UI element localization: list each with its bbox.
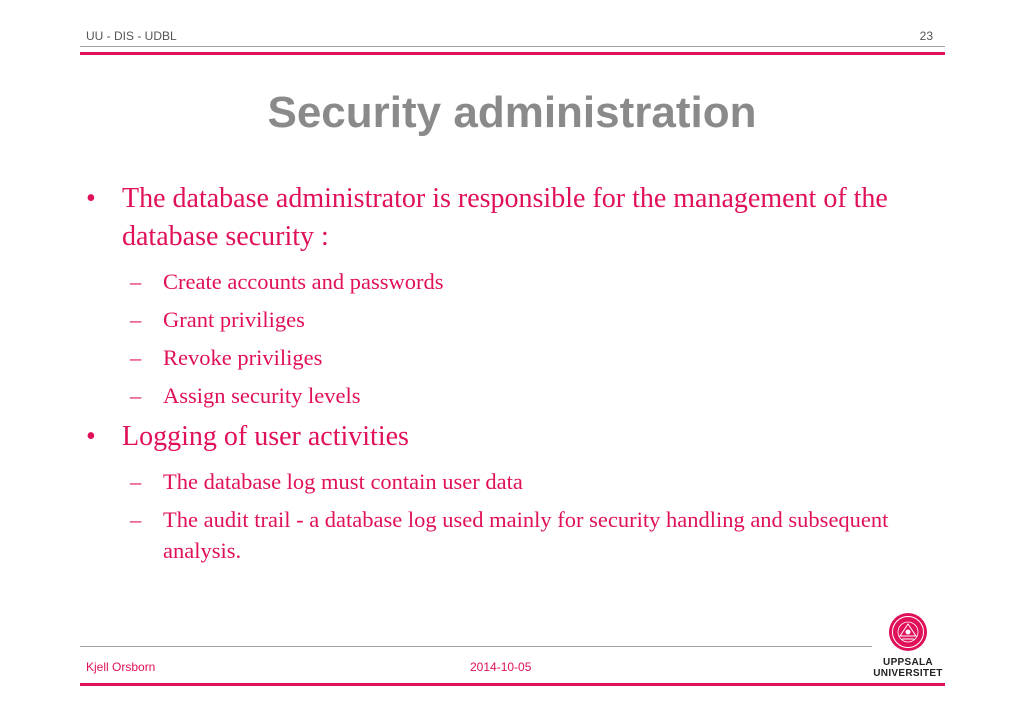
sub-bullet-text: The database log must contain user data [163, 469, 523, 494]
sub-bullet-item [86, 380, 956, 411]
sub-bullet-text: Revoke priviliges [163, 345, 323, 370]
page-number: 23 [919, 29, 933, 43]
sub-bullet-item [86, 504, 956, 566]
bullet-marker: • [86, 183, 96, 214]
slide-title: Security administration [267, 88, 757, 137]
bullet-item [86, 180, 956, 256]
dash-marker: – [130, 507, 142, 532]
sub-bullet-item [86, 266, 956, 297]
dash-marker: – [130, 269, 142, 294]
footer-divider-accent [80, 683, 945, 686]
university-logo [866, 612, 950, 679]
university-seal-icon [888, 612, 928, 652]
header-divider-accent [80, 52, 945, 55]
logo-line-1: UPPSALA [883, 657, 933, 668]
sub-bullet-item [86, 342, 956, 373]
header-course-label: UU - DIS - UDBL [86, 29, 177, 43]
header-divider-gray [80, 46, 945, 47]
sub-bullet-text: Create accounts and passwords [163, 269, 444, 294]
slide-content [86, 180, 956, 573]
dash-marker: – [130, 469, 142, 494]
footer-date: 2014-10-05 [470, 660, 532, 674]
sub-bullet-text: The audit trail - a database log used mainly for security handling and subsequent analysis. [163, 507, 889, 563]
bullet-marker: • [86, 421, 96, 452]
footer-divider-gray [80, 646, 872, 647]
sub-bullet-text: Grant priviliges [163, 307, 305, 332]
sub-bullet-text: Assign security levels [163, 383, 361, 408]
bullet-text: Logging of user activities [122, 421, 409, 452]
bullet-text: The database administrator is responsible for the management of the database security : [122, 183, 888, 252]
sub-bullet-item [86, 304, 956, 335]
bullet-item [86, 418, 956, 456]
dash-marker: – [130, 383, 142, 408]
dash-marker: – [130, 345, 142, 370]
footer-author: Kjell Orsborn [86, 660, 156, 674]
sub-bullet-item [86, 466, 956, 497]
logo-line-2: UNIVERSITET [873, 668, 943, 679]
dash-marker: – [130, 307, 142, 332]
